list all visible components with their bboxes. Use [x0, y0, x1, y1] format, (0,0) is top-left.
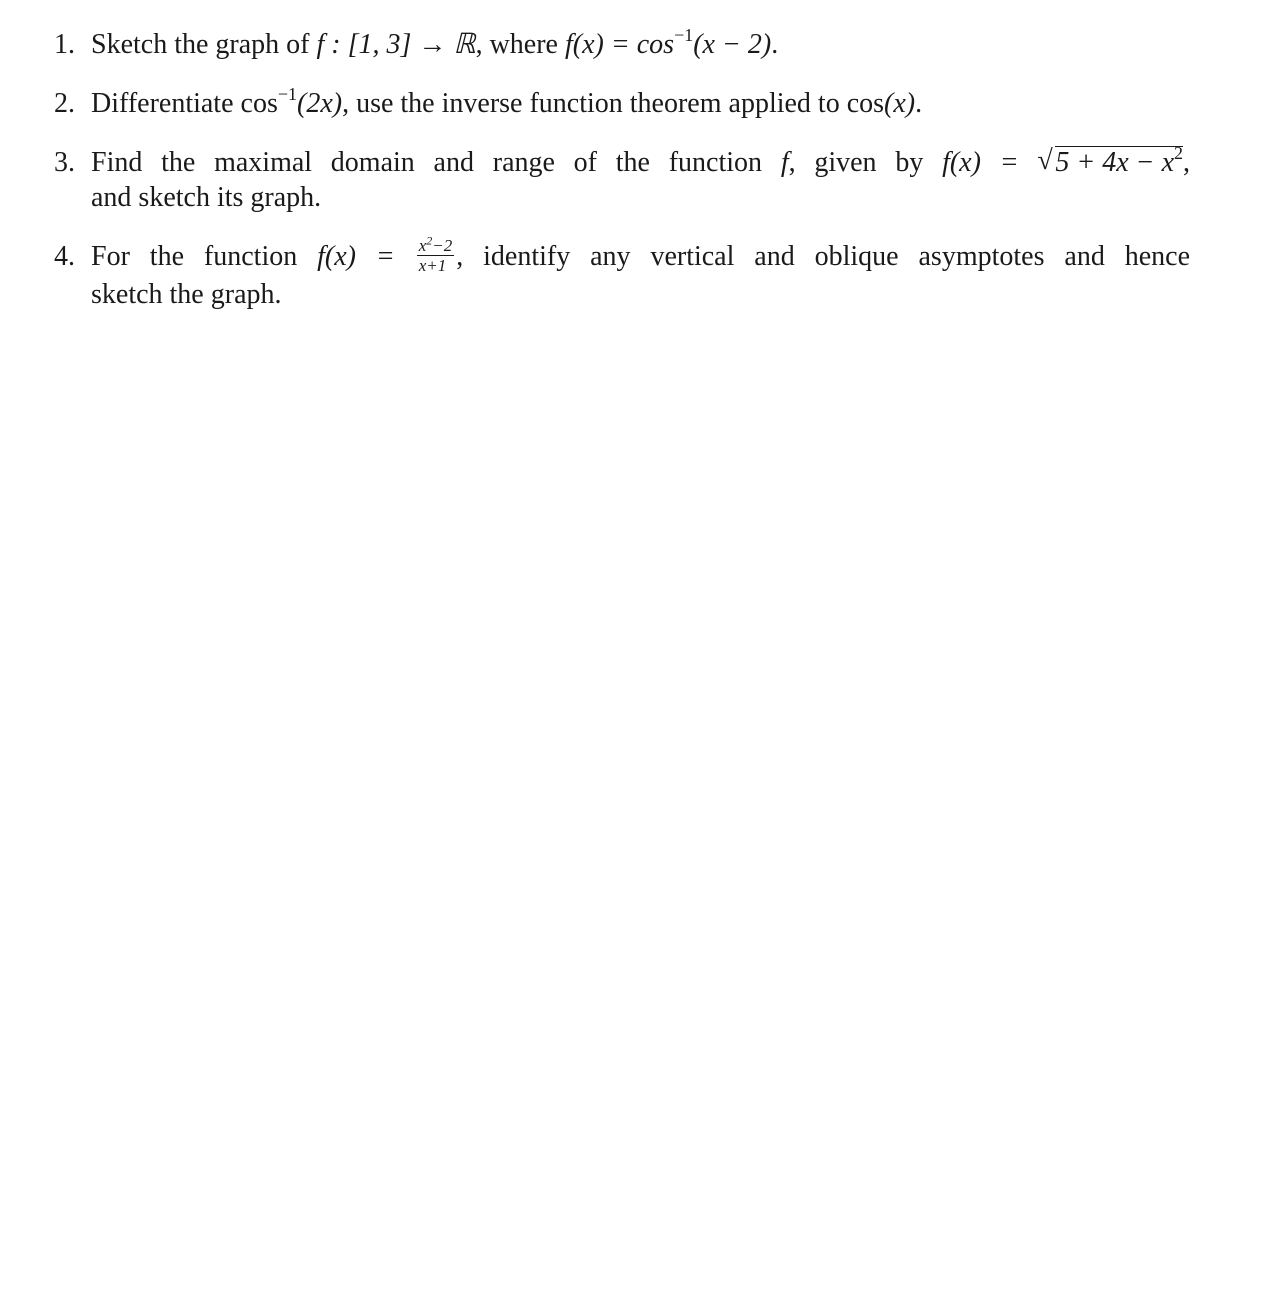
- problem-text-segment: , use the inverse function theorem applied to cos: [342, 88, 885, 119]
- problem-text-line-1: [91, 145, 1190, 180]
- problem-text: [91, 27, 1190, 65]
- problem-text-segment: Find the maximal domain and range of the function: [91, 147, 781, 178]
- superscript: −1: [674, 25, 694, 45]
- superscript: −1: [277, 84, 297, 104]
- math-expression: f(x) =: [317, 241, 395, 272]
- radical-sign: √: [1037, 145, 1053, 176]
- problem-3: [54, 145, 1190, 215]
- math-expression: f : [1, 3] → ℝ: [316, 29, 476, 60]
- superscript: 2: [1174, 143, 1184, 163]
- punctuation: .: [915, 88, 923, 119]
- problem-text-line-2: and sketch its graph.: [91, 182, 322, 213]
- problem-text-segment: For the function: [91, 241, 318, 272]
- math-expression: f: [780, 147, 789, 178]
- punctuation: .: [771, 29, 779, 60]
- problem-text-line-1: [91, 233, 1191, 277]
- problem-2: [54, 86, 1190, 124]
- problem-text-segment: Differentiate cos: [91, 88, 278, 119]
- math-expression: f(x) = cos: [564, 29, 675, 60]
- math-expression: (2x): [297, 88, 343, 119]
- problem-text: [91, 86, 1190, 124]
- superscript: 2: [426, 233, 433, 248]
- problem-text-segment: , identify any vertical and oblique asymptotes and hence: [456, 241, 1191, 272]
- problem-4: [54, 233, 1191, 312]
- numerator-tail: −2: [432, 236, 453, 256]
- problem-text-segment: Sketch the graph of: [91, 29, 317, 60]
- fraction-denominator: x+1: [418, 256, 447, 276]
- problem-text-line-2: sketch the graph.: [91, 279, 282, 311]
- problem-number: 2.: [54, 88, 75, 119]
- fraction-numerator: [417, 233, 455, 256]
- problem-text-segment: , where: [475, 29, 565, 60]
- numerator-base: x: [418, 236, 427, 256]
- math-expression: f(x) =: [942, 147, 1019, 178]
- math-expression: (x − 2): [693, 29, 772, 60]
- problem-text-segment: , given by: [788, 147, 943, 178]
- problem-number: 1.: [54, 29, 75, 60]
- fraction: [417, 233, 455, 276]
- punctuation: ,: [1183, 147, 1191, 178]
- problem-1: [54, 27, 1190, 65]
- radicand-text: 5 + 4x − x: [1055, 147, 1175, 178]
- radicand: [1055, 143, 1184, 180]
- math-expression: (x): [884, 88, 916, 119]
- square-root: [1037, 145, 1183, 180]
- problem-number: 4.: [54, 241, 75, 272]
- problem-number: 3.: [54, 147, 75, 178]
